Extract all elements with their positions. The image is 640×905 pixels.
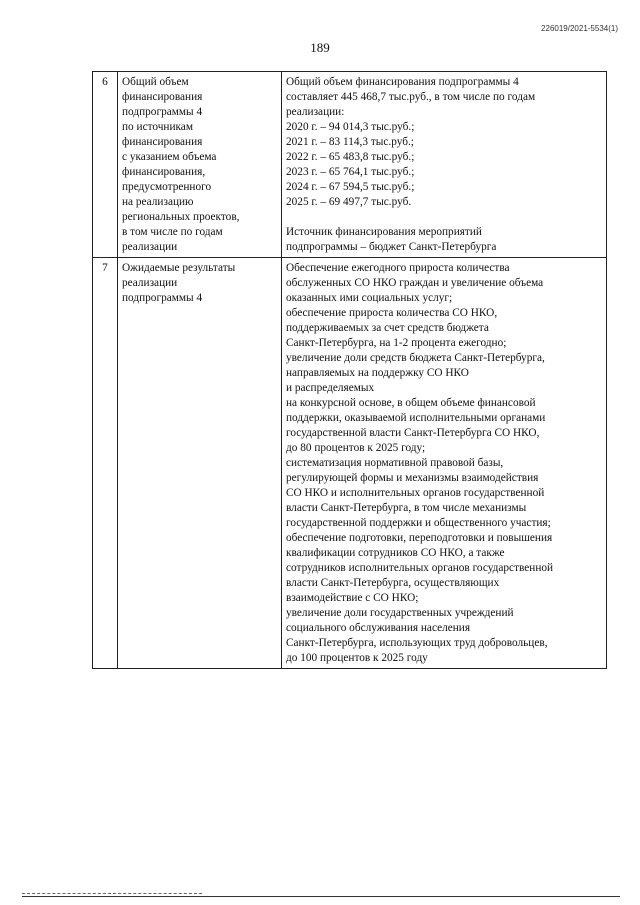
text-line: составляет 445 468,7 тыс.руб., в том числе по годам	[286, 91, 536, 103]
text-line: Общий объем	[122, 76, 189, 88]
text-line: подпрограммы 4	[122, 106, 203, 118]
row-content	[282, 72, 607, 258]
text-line: предусмотренного	[122, 181, 212, 193]
table-row-7	[93, 258, 607, 669]
content-block-source	[286, 225, 603, 255]
text-line: на реализацию	[122, 196, 194, 208]
text-line: реализации	[122, 241, 178, 253]
text-line: государственной власти Санкт-Петербурга СО НКО,	[286, 427, 540, 439]
text-line: Санкт-Петербурга, использующих труд добровольцев,	[286, 637, 548, 649]
text-line: 2022 г. – 65 483,8 тыс.руб.;	[286, 151, 415, 163]
text-line: 2025 г. – 69 497,7 тыс.руб.	[286, 196, 412, 208]
content-block-financing	[286, 75, 603, 210]
content-block-results	[286, 261, 603, 666]
text-line: власти Санкт-Петербурга, осуществляющих	[286, 577, 500, 589]
table-row-6	[93, 72, 607, 258]
row-label	[118, 258, 282, 669]
text-line: Санкт-Петербурга, на 1-2 процента ежегодно;	[286, 337, 507, 349]
scan-edge-mark	[22, 893, 202, 894]
text-line: поддерживаемых за счет средств бюджета	[286, 322, 489, 334]
text-line: в том числе по годам	[122, 226, 223, 238]
text-line: оказанных ими социальных услуг;	[286, 292, 453, 304]
text-line: с указанием объема	[122, 151, 217, 163]
text-line: финансирования	[122, 91, 203, 103]
text-line: СО НКО и исполнительных органов государственной	[286, 487, 545, 499]
text-line: обеспечение подготовки, переподготовки и повышения	[286, 532, 553, 544]
page-number: 189	[310, 40, 330, 55]
text-line: власти Санкт-Петербурга, в том числе механизмы	[286, 502, 527, 514]
text-line: Общий объем финансирования подпрограммы 4	[286, 76, 519, 88]
text-line: социального обслуживания населения	[286, 622, 471, 634]
text-line: реализации:	[286, 106, 345, 118]
text-line: финансирования,	[122, 166, 206, 178]
text-line: государственной поддержки и общественного участия;	[286, 517, 551, 529]
text-line: поддержки, оказываемой исполнительными органами	[286, 412, 546, 424]
text-line: до 80 процентов к 2025 году;	[286, 442, 426, 454]
text-line: Ожидаемые результаты	[122, 262, 236, 274]
text-line: систематизация нормативной правовой базы,	[286, 457, 504, 469]
text-line: подпрограммы 4	[122, 292, 203, 304]
bottom-rule	[22, 896, 620, 897]
text-line: до 100 процентов к 2025 году	[286, 652, 428, 664]
text-line: обеспечение прироста количества СО НКО,	[286, 307, 498, 319]
text-line: по источникам	[122, 121, 193, 133]
text-line: квалификации сотрудников СО НКО, а также	[286, 547, 505, 559]
text-line: регулирующей формы и механизмы взаимодействия	[286, 472, 539, 484]
text-line: 2024 г. – 67 594,5 тыс.руб.;	[286, 181, 415, 193]
row-number: 6	[93, 72, 118, 258]
text-line: и распределяемых	[286, 382, 375, 394]
text-line: Источник финансирования мероприятий	[286, 226, 482, 238]
text-line: Обеспечение ежегодного прироста количества	[286, 262, 510, 274]
text-line: 2021 г. – 83 114,3 тыс.руб.;	[286, 136, 414, 148]
text-line: увеличение доли государственных учреждений	[286, 607, 514, 619]
text-line: на конкурсной основе, в общем объеме финансовой	[286, 397, 536, 409]
text-line: сотрудников исполнительных органов государственной	[286, 562, 554, 574]
text-line: взаимодействие с СО НКО;	[286, 592, 419, 604]
text-line: 2020 г. – 94 014,3 тыс.руб.;	[286, 121, 415, 133]
text-line: региональных проектов,	[122, 211, 240, 223]
text-line: реализации	[122, 277, 178, 289]
text-line: направляемых на поддержку СО НКО	[286, 367, 469, 379]
text-line: подпрограммы – бюджет Санкт-Петербурга	[286, 241, 497, 253]
text-line: обслуженных СО НКО граждан и увеличение объема	[286, 277, 544, 289]
row-number: 7	[93, 258, 118, 669]
row-label	[118, 72, 282, 258]
text-line: увеличение доли средств бюджета Санкт-Петербурга,	[286, 352, 545, 364]
document-id: 226019/2021-5534(1)	[541, 24, 618, 33]
row-content	[282, 258, 607, 669]
passport-table	[92, 71, 607, 669]
text-line: 2023 г. – 65 764,1 тыс.руб.;	[286, 166, 415, 178]
text-line: финансирования	[122, 136, 203, 148]
paragraph-gap	[286, 210, 603, 225]
